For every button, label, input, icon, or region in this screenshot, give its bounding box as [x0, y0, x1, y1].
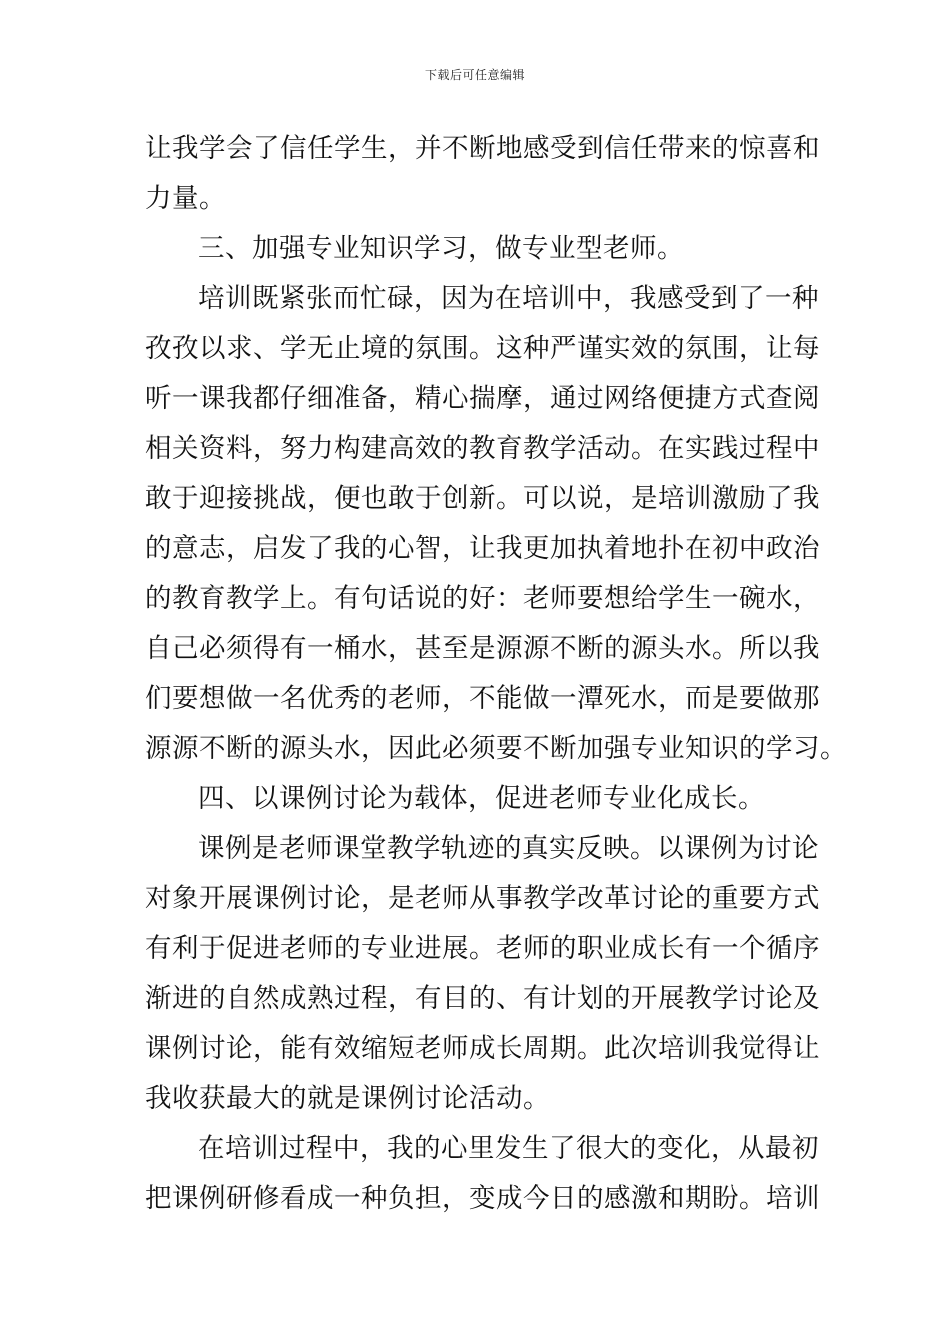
paragraph-line: 我收获最大的就是课例讨论活动。: [145, 1083, 550, 1114]
paragraph-line: 源源不断的源头水，因此必须要不断加强专业知识的学习。: [145, 733, 847, 764]
paragraph-line: 敢于迎接挑战，便也敢于创新。可以说，是培训激励了我: [145, 483, 820, 514]
body-text: [145, 124, 847, 1224]
paragraph-line: 在培训过程中，我的心里发生了很大的变化，从最初: [198, 1133, 819, 1164]
paragraph-line: 的教育教学上。有句话说的好：老师要想给学生一碗水，: [145, 583, 820, 614]
paragraph-line: 相关资料，努力构建高效的教育教学活动。在实践过程中: [145, 433, 820, 464]
paragraph-line: 课例是老师课堂教学轨迹的真实反映。以课例为讨论: [198, 833, 819, 864]
paragraph-line: 听一课我都仔细准备，精心揣摩，通过网络便捷方式查阅: [145, 383, 820, 414]
paragraph-line: 渐进的自然成熟过程，有目的、有计划的开展教学讨论及: [145, 983, 820, 1014]
paragraph-line: 对象开展课例讨论，是老师从事教学改革讨论的重要方式: [145, 883, 820, 914]
paragraph-line: 让我学会了信任学生，并不断地感受到信任带来的惊喜和: [145, 133, 820, 164]
header-note: 下载后可任意编辑: [424, 68, 525, 82]
section-heading-4: 四、以课例讨论为载体，促进老师专业化成长。: [198, 783, 765, 814]
paragraph-line: 培训既紧张而忙碌，因为在培训中，我感受到了一种: [198, 283, 819, 314]
paragraph-line: 自己必须得有一桶水，甚至是源源不断的源头水。所以我: [145, 633, 820, 664]
paragraph-line: 有利于促进老师的专业进展。老师的职业成长有一个循序: [145, 933, 820, 964]
paragraph-line: 把课例研修看成一种负担，变成今日的感激和期盼。培训: [145, 1183, 820, 1214]
paragraph-line: 们要想做一名优秀的老师，不能做一潭死水，而是要做那: [145, 683, 820, 714]
paragraph-line: 的意志，启发了我的心智，让我更加执着地扑在初中政治: [145, 533, 820, 564]
paragraph-line: 课例讨论，能有效缩短老师成长周期。此次培训我觉得让: [145, 1033, 820, 1064]
section-heading-3: 三、加强专业知识学习，做专业型老师。: [198, 233, 684, 264]
paragraph-line: 孜孜以求、学无止境的氛围。这种严谨实效的氛围，让每: [145, 333, 820, 364]
paragraph-line: 力量。: [145, 183, 226, 214]
